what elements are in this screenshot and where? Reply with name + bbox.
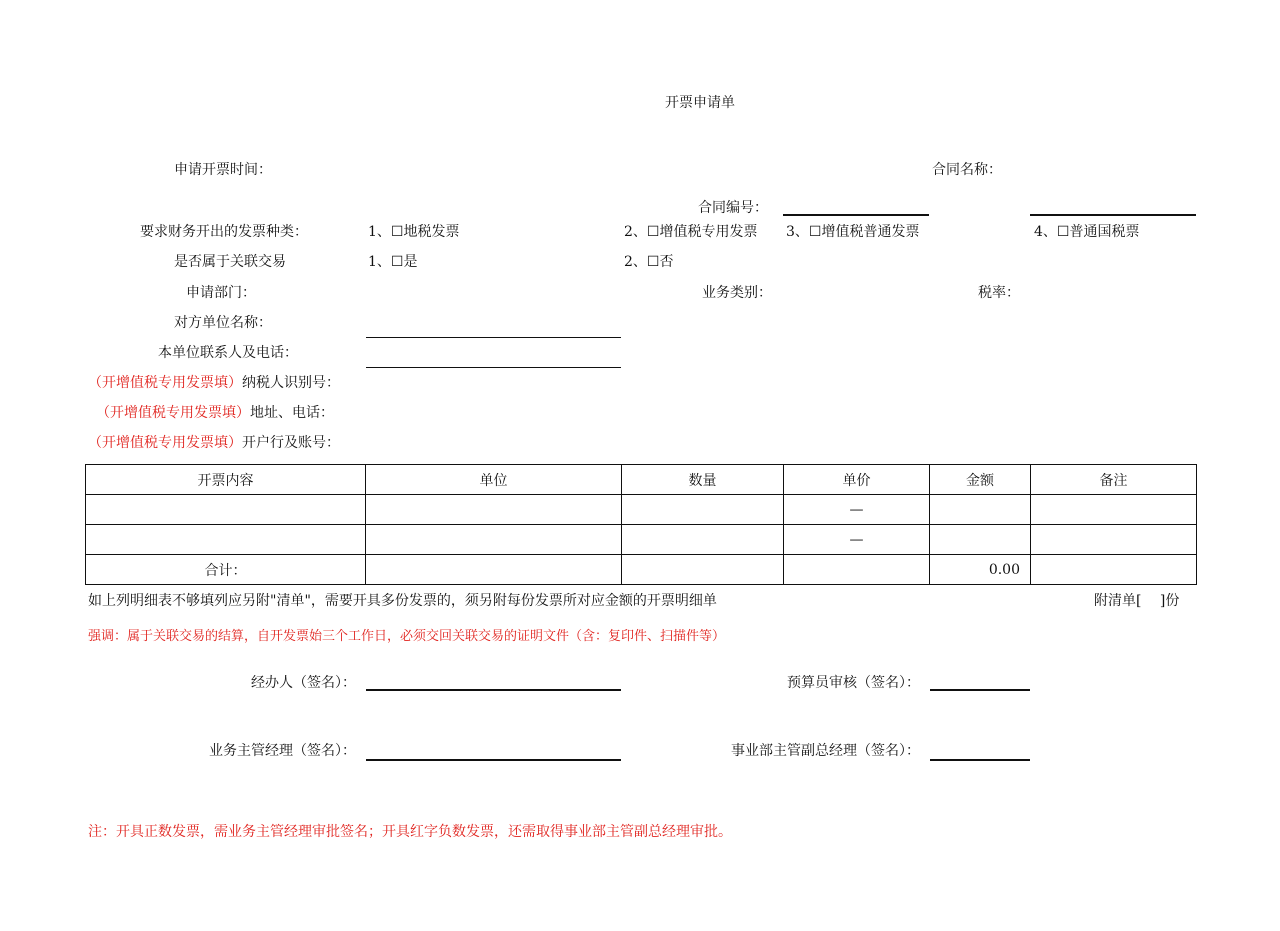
vat-note: （开增值税专用发票填） — [88, 375, 242, 391]
cell-unit-price[interactable]: — — [784, 525, 930, 555]
counterparty-field[interactable] — [366, 337, 621, 338]
taxpayer-id-label: 纳税人识别号： — [242, 375, 340, 391]
header-remarks: 备注 — [1031, 465, 1197, 495]
budget-reviewer-signature-field[interactable] — [930, 689, 1030, 691]
related-label: 是否属于关联交易 — [174, 254, 286, 270]
invoice-type-national-tax[interactable]: 4、☐普通国税票 — [1034, 224, 1140, 240]
business-manager-signature-label: 业务主管经理（签名）： — [209, 743, 356, 759]
address-label: 地址、电话： — [250, 405, 334, 421]
contract-no-label: 合同编号： — [698, 200, 768, 216]
header-quantity: 数量 — [622, 465, 784, 495]
tax-rate-label: 税率： — [978, 285, 1020, 301]
bank-row — [88, 434, 340, 452]
page-title: 开票申请单 — [665, 95, 735, 111]
total-quantity-cell — [622, 555, 784, 585]
counterparty-label: 对方单位名称： — [174, 315, 272, 331]
table-header-row — [86, 465, 1197, 495]
business-type-label: 业务类别： — [702, 285, 772, 301]
invoice-type-local-tax[interactable]: 1、☐地税发票 — [368, 224, 460, 240]
table-row — [86, 495, 1197, 525]
attachment-count[interactable]: 附清单[ ]份 — [1094, 593, 1180, 609]
apply-time-label: 申请开票时间： — [174, 162, 272, 178]
business-manager-signature-field[interactable] — [366, 759, 621, 761]
header-unit-price: 单价 — [784, 465, 930, 495]
table-total-row — [86, 555, 1197, 585]
related-no-option[interactable]: 2、☐否 — [624, 254, 674, 270]
cell-content[interactable] — [86, 495, 366, 525]
items-table — [85, 464, 1197, 585]
emphasis-note: 强调：属于关联交易的结算，自开发票始三个工作日，必须交回关联交易的证明文件（含：复印件、扫描件等） — [88, 629, 726, 644]
vat-note: （开增值税专用发票填） — [88, 435, 242, 451]
related-yes-option[interactable]: 1、☐是 — [368, 254, 418, 270]
invoice-type-vat-general[interactable]: 3、☐增值税普通发票 — [786, 224, 920, 240]
footer-note: 注：开具正数发票，需业务主管经理审批签名；开具红字负数发票，还需取得事业部主管副总经理审批。 — [88, 824, 732, 840]
total-amount: 0.00 — [930, 555, 1031, 585]
cell-remarks[interactable] — [1031, 495, 1197, 525]
bank-label: 开户行及账号： — [242, 435, 340, 451]
header-amount: 金额 — [930, 465, 1031, 495]
cell-unit[interactable] — [366, 495, 622, 525]
total-unit-price-cell — [784, 555, 930, 585]
dept-label: 申请部门： — [186, 285, 256, 301]
handler-signature-field[interactable] — [366, 689, 621, 691]
table-row — [86, 525, 1197, 555]
budget-reviewer-signature-label: 预算员审核（签名）： — [787, 675, 920, 691]
invoice-type-vat-special[interactable]: 2、☐增值税专用发票 — [624, 224, 758, 240]
cell-unit[interactable] — [366, 525, 622, 555]
handler-signature-label: 经办人（签名）： — [251, 675, 356, 691]
invoice-type-label: 要求财务开出的发票种类： — [140, 224, 308, 240]
contract-no-field[interactable] — [783, 214, 929, 216]
header-content: 开票内容 — [86, 465, 366, 495]
contract-name-label: 合同名称： — [932, 162, 1002, 178]
vat-note: （开增值税专用发票填） — [96, 405, 250, 421]
total-label: 合计： — [86, 555, 366, 585]
address-row — [96, 404, 334, 422]
header-unit: 单位 — [366, 465, 622, 495]
cell-amount[interactable] — [930, 525, 1031, 555]
cell-remarks[interactable] — [1031, 525, 1197, 555]
division-vp-signature-label: 事业部主管副总经理（签名）： — [731, 743, 920, 759]
taxpayer-id-row — [88, 374, 340, 392]
contract-name-field[interactable] — [1030, 214, 1196, 216]
contact-field[interactable] — [366, 367, 621, 368]
detail-note: 如上列明细表不够填列应另附"清单"，需要开具多份发票的，须另附每份发票所对应金额的开票明细单 — [88, 593, 717, 609]
total-remarks-cell — [1031, 555, 1197, 585]
cell-quantity[interactable] — [622, 525, 784, 555]
division-vp-signature-field[interactable] — [930, 759, 1030, 761]
cell-amount[interactable] — [930, 495, 1031, 525]
cell-content[interactable] — [86, 525, 366, 555]
contact-label: 本单位联系人及电话： — [158, 345, 298, 361]
cell-quantity[interactable] — [622, 495, 784, 525]
cell-unit-price[interactable]: — — [784, 495, 930, 525]
total-unit-cell — [366, 555, 622, 585]
